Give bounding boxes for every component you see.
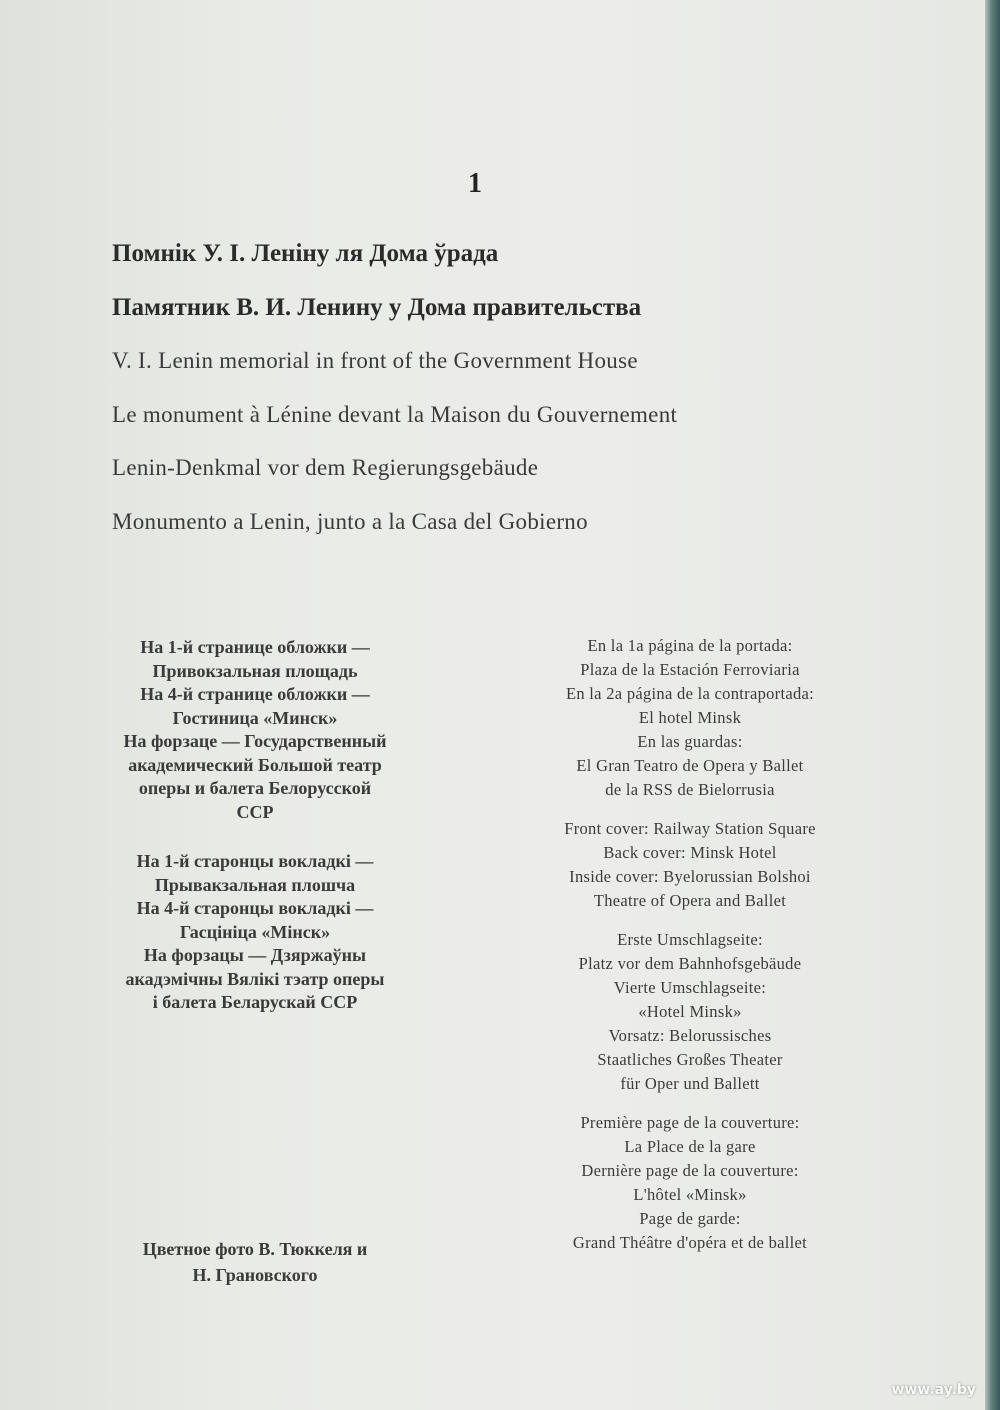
note-line: Erste Umschlagseite: — [617, 930, 763, 949]
note-line: Прывакзальная плошча — [154, 874, 356, 895]
cover-note-belarusian — [60, 850, 450, 1015]
title-russian: Памятник В. И. Ленину у Дома правительства — [112, 293, 642, 321]
spacer — [495, 1096, 885, 1111]
caption-titles — [112, 234, 677, 555]
cover-notes-left — [60, 636, 450, 1015]
note-line: акадэмічны Вялікі тэатр оперы — [125, 968, 385, 989]
note-line: На 4-й странице обложки — — [140, 684, 370, 704]
spacer — [495, 802, 885, 817]
note-line: Staatliches Großes Theater — [597, 1050, 783, 1069]
book-cover-edge — [985, 0, 1000, 1410]
photo-credit — [60, 1236, 450, 1288]
title-french: Le monument à Lénine devant la Maison du Gouvernement — [112, 401, 678, 427]
note-line: Plaza de la Estación Ferroviaria — [580, 660, 800, 679]
note-line: La Place de la gare — [624, 1137, 756, 1156]
title-english: V. I. Lenin memorial in front of the Government House — [112, 348, 638, 373]
note-line: Гостиница «Минск» — [172, 707, 338, 728]
note-line: На 4-й старонцы вокладкі — — [136, 898, 374, 918]
title-spanish: Monumento a Lenin, junto a la Casa del Gobierno — [112, 508, 588, 534]
cover-note-russian — [60, 636, 450, 824]
note-line: Гасцініца «Мінск» — [179, 921, 331, 942]
spacer — [495, 913, 885, 928]
credit-line: Цветное фото В. Тюккеля и — [142, 1239, 368, 1259]
note-line: Front cover: Railway Station Square — [564, 819, 816, 838]
note-line: Theatre of Opera and Ballet — [593, 891, 787, 910]
note-line: En las guardas: — [637, 732, 743, 751]
note-line: На 1-й старонцы вокладкі — — [136, 851, 374, 871]
note-line: Привокзальная площадь — [152, 660, 358, 681]
cover-note-french — [495, 1111, 885, 1255]
credit-line: Н. Грановского — [192, 1265, 318, 1285]
spacer — [60, 824, 450, 850]
note-line: Vorsatz: Belorussisches — [608, 1026, 772, 1045]
note-line: Inside cover: Byelorussian Bolshoi — [569, 867, 811, 886]
cover-notes-right — [495, 634, 885, 1255]
title-german: Lenin-Denkmal vor dem Regierungsgebäude — [112, 455, 539, 480]
note-line: L'hôtel «Minsk» — [633, 1185, 747, 1204]
note-line: Première page de la couverture: — [580, 1113, 800, 1132]
title-belarusian: Помнік У. І. Леніну ля Дома ўрада — [112, 240, 499, 267]
note-line: На форзаце — Государственный — [123, 731, 387, 751]
note-line: і балета Беларускай ССР — [152, 992, 358, 1012]
note-line: Vierte Umschlagseite: — [613, 978, 767, 997]
note-line: академический Большой театр — [128, 754, 382, 775]
note-line: На форзацы — Дзяржаўны — [143, 945, 367, 965]
note-line: de la RSS de Bielorrusia — [605, 780, 775, 799]
watermark: www.ay.by — [891, 1382, 976, 1398]
note-line: Platz vor dem Bahnhofsgebäude — [578, 954, 802, 973]
note-line: Dernière page de la couverture: — [581, 1161, 799, 1180]
note-line: Back cover: Minsk Hotel — [603, 843, 777, 862]
page-number: 1 — [468, 168, 482, 199]
note-line: En la 1a página de la portada: — [587, 636, 793, 655]
note-line: El Gran Teatro de Opera y Ballet — [576, 756, 804, 775]
note-line: Grand Théâtre d'opéra et de ballet — [572, 1233, 808, 1252]
note-line: оперы и балета Белорусской — [138, 778, 372, 798]
note-line: für Oper und Ballett — [620, 1074, 760, 1093]
cover-note-german — [495, 928, 885, 1096]
note-line: Page de garde: — [639, 1209, 741, 1228]
note-line: En la 2a página de la contraportada: — [565, 684, 815, 703]
cover-note-english — [495, 817, 885, 913]
note-line: «Hotel Minsk» — [638, 1002, 742, 1021]
note-line: На 1-й странице обложки — — [140, 637, 370, 657]
note-line: ССР — [236, 801, 274, 822]
note-line: El hotel Minsk — [638, 708, 742, 727]
cover-note-spanish — [495, 634, 885, 802]
